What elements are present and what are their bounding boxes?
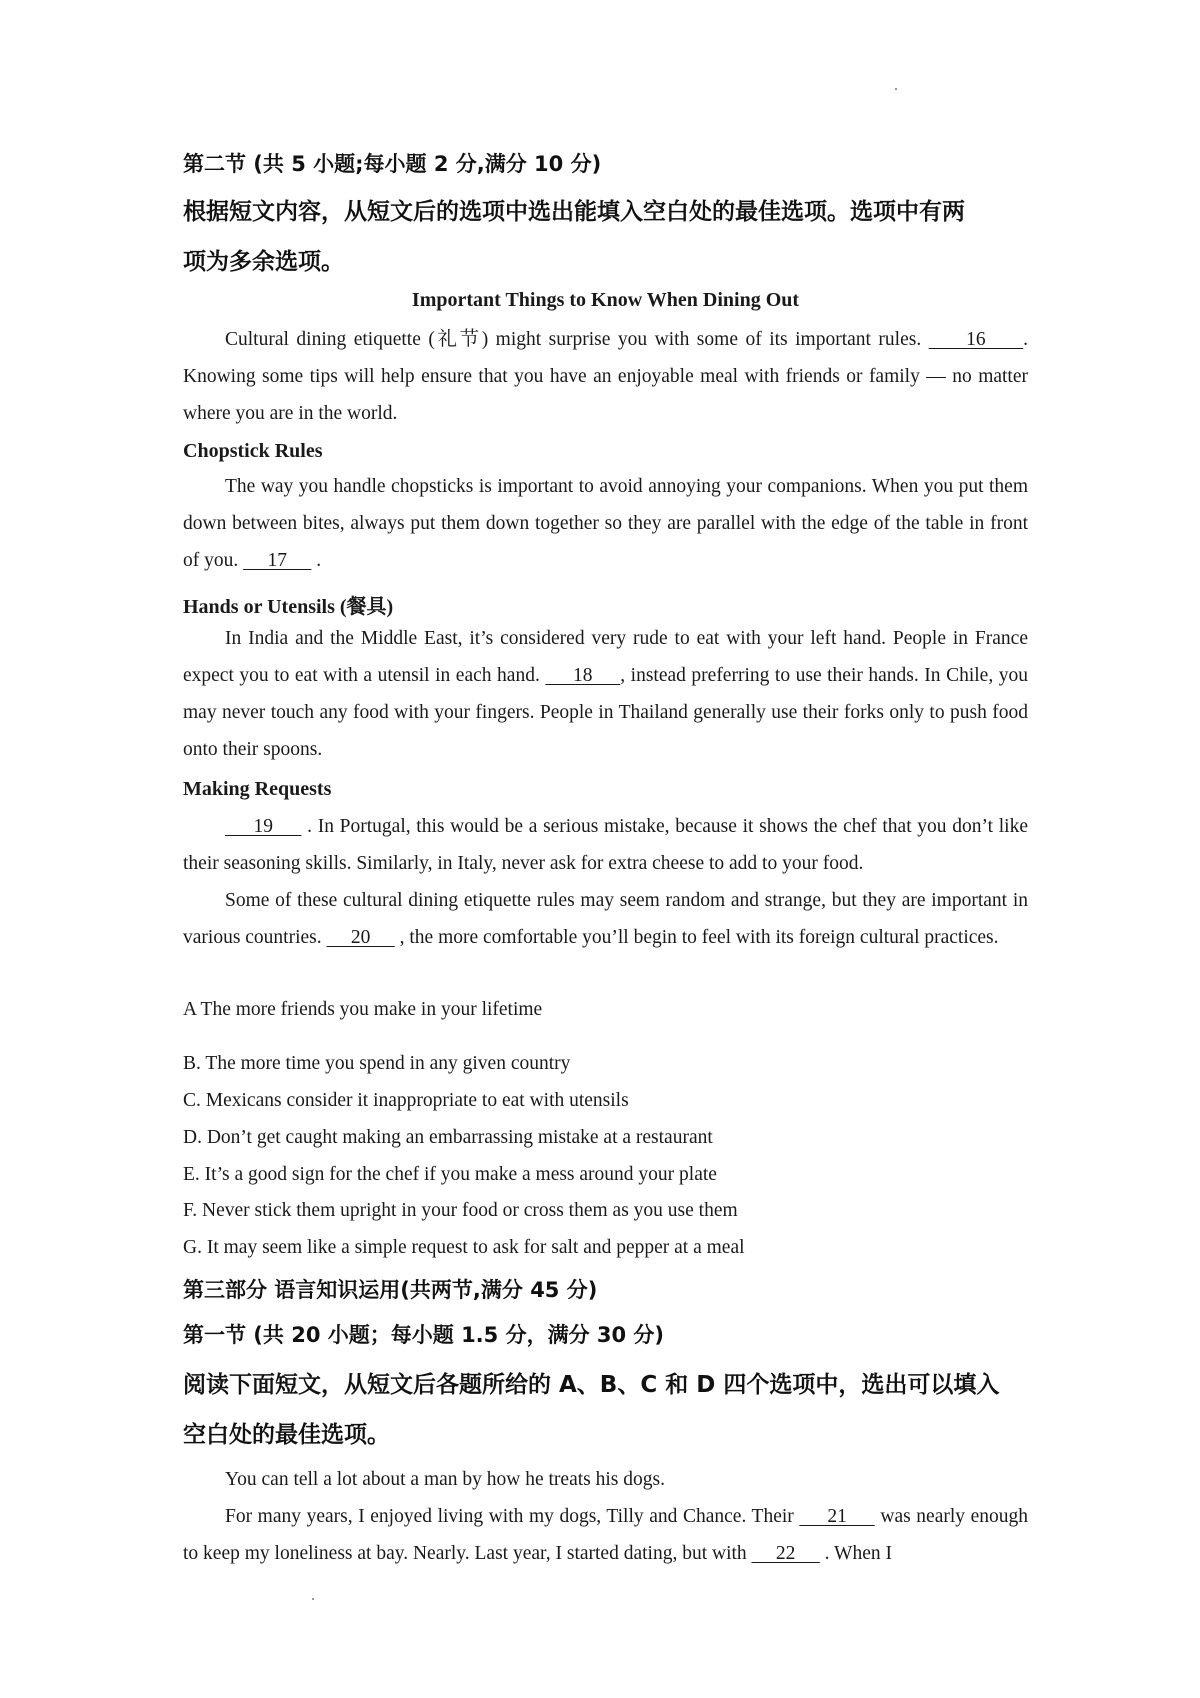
subheading-chopstick-rules: Chopstick Rules <box>183 440 323 462</box>
option-f: F. Never stick them upright in your food or cross them as you use them <box>183 1200 738 1221</box>
passage2-paragraph2: For many years, I enjoyed living with my dogs, Tilly and Chance. Their 21 was nearly enough to keep my loneliness at bay. Nearly. Last year, I started dating, but with 22 . When I <box>183 1506 1029 1564</box>
paragraph-conclusion: Some of these cultural dining etiquette rules may seem random and strange, but they are important in various countries. 20 , the more comfortable you’ll begin to feel with its foreign cultural practices. <box>183 890 1028 948</box>
section2-instruction-line1: 根据短文内容，从短文后的选项中选出能填入空白处的最佳选项。选项中有两 <box>183 199 965 225</box>
paragraph-chopsticks: The way you handle chopsticks is important to avoid annoying your companions. When you put them down between bites, always put them down together so they are parallel with the edge of the table in front of you. 17 . <box>183 476 1028 571</box>
section2-heading: 第二节 (共 5 小题;每小题 2 分,满分 10 分) <box>183 152 602 176</box>
blank-21[interactable]: 21 <box>799 1506 875 1527</box>
blank-16[interactable]: 16 <box>928 329 1024 350</box>
part3-instruction-line2: 空白处的最佳选项。 <box>183 1422 390 1448</box>
part3-instruction-line1: 阅读下面短文，从短文后各题所给的 A、B、C 和 D 四个选项中，选出可以填入 <box>183 1372 1000 1398</box>
passage-title: Important Things to Know When Dining Out <box>411 289 800 311</box>
scan-speck <box>895 88 897 90</box>
paragraph-intro: Cultural dining etiquette (礼节) might surprise you with some of its important rules. 16 . Knowing some tips will help ensure that you have an enjoyable meal with friends or family — no matter where you are in the world. <box>183 329 1028 424</box>
section2-instruction-line2: 项为多余选项。 <box>183 249 344 275</box>
paragraph-hands: In India and the Middle East, it’s considered very rude to eat with your left hand. People in France expect you to eat with a utensil in each hand. 18 , instead preferring to use their hands. In Chile, you may never touch any food with your fingers. People in Thailand generally use their forks only to push food onto their spoons. <box>183 628 1028 760</box>
paragraph-requests: 19 . In Portugal, this would be a serious mistake, because it shows the chef that you don’t like their seasoning skills. Similarly, in Italy, never ask for extra cheese to add to your food. <box>183 816 1028 874</box>
blank-18[interactable]: 18 <box>545 665 621 686</box>
option-d: D. Don’t get caught making an embarrassing mistake at a restaurant <box>183 1127 713 1148</box>
option-g: G. It may seem like a simple request to ask for salt and pepper at a meal <box>183 1237 745 1258</box>
subheading-hands-utensils: Hands or Utensils (餐具) <box>183 596 394 618</box>
part3-heading: 第三部分 语言知识运用(共两节,满分 45 分) <box>183 1278 598 1302</box>
subheading-making-requests: Making Requests <box>183 778 332 800</box>
scan-speck <box>312 1598 314 1600</box>
blank-20[interactable]: 20 <box>326 927 395 948</box>
option-c: C. Mexicans consider it inappropriate to eat with utensils <box>183 1090 629 1111</box>
passage2-paragraph1: You can tell a lot about a man by how he treats his dogs. <box>225 1469 665 1490</box>
option-a: A The more friends you make in your lifetime <box>183 999 543 1020</box>
option-b: B. The more time you spend in any given country <box>183 1053 571 1074</box>
blank-19[interactable]: 19 <box>225 816 302 837</box>
blank-17[interactable]: 17 <box>243 550 312 571</box>
blank-22[interactable]: 22 <box>751 1543 820 1564</box>
option-e: E. It’s a good sign for the chef if you make a mess around your plate <box>183 1164 717 1185</box>
part3-section1-heading: 第一节 (共 20 小题；每小题 1.5 分，满分 30 分) <box>183 1323 665 1347</box>
